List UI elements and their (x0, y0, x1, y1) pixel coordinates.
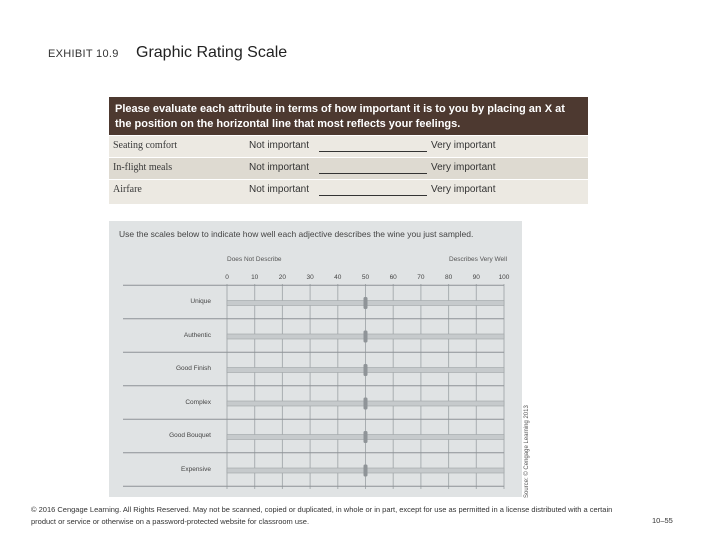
tick-label: 90 (472, 274, 480, 281)
attribute-label: Seating comfort (113, 140, 178, 151)
tick-label: 80 (444, 274, 453, 281)
left-anchor-label: Does Not Describe (227, 256, 282, 263)
importance-row (109, 135, 588, 157)
tick-label: 100 (498, 274, 510, 281)
adjective-label: Authentic (183, 331, 211, 339)
scale-marker[interactable] (364, 398, 368, 410)
wine-instruction: Use the scales below to indicate how well each adjective describes the wine you just sampled. (119, 229, 474, 239)
adjective-label: Good Bouquet (169, 432, 211, 439)
tick-label: 0 (225, 274, 229, 281)
scale-left-anchor: Not important (249, 162, 310, 173)
scale-left-anchor: Not important (249, 184, 310, 195)
adjective-label: Expensive (181, 465, 211, 473)
adjective-label: Unique (190, 298, 211, 305)
tick-label: 60 (389, 274, 397, 281)
tick-label: 70 (417, 274, 425, 281)
scale-right-anchor: Very important (431, 140, 496, 151)
copyright-notice: © 2016 Cengage Learning. All Rights Reserved. May not be scanned, copied or duplicated, in whole or in part, except for use as permitted in a license distributed with a certain product or service or otherwise on a password-protected website for classroom use. (31, 505, 613, 526)
adjective-label: Good Finish (175, 365, 211, 372)
scale-right-anchor: Very important (431, 184, 496, 195)
tick-label: 20 (278, 274, 287, 281)
scale-marker[interactable] (364, 297, 368, 309)
scale-left-anchor: Not important (249, 140, 310, 151)
scale-right-anchor: Very important (431, 162, 496, 173)
page-number: 10–55 (652, 516, 673, 525)
adjective-label: Complex (185, 398, 211, 406)
rating-line[interactable] (319, 173, 427, 174)
scale-marker[interactable] (364, 431, 368, 443)
rating-line[interactable] (319, 151, 427, 152)
importance-scale-panel (109, 97, 588, 204)
scale-marker[interactable] (364, 364, 368, 376)
importance-instruction: Please evaluate each attribute in terms of how important it is to you by placing an X at the position on the horizontal line that most reflects your feelings. (109, 97, 588, 135)
attribute-label: In-flight meals (113, 162, 173, 173)
slide-title: Graphic Rating Scale (136, 44, 288, 61)
tick-label: 50 (361, 274, 370, 281)
image-credit: Source: © Cengage Learning 2013 (524, 405, 530, 498)
scale-marker[interactable] (364, 465, 368, 477)
rating-line[interactable] (319, 195, 427, 196)
tick-label: 10 (251, 274, 259, 281)
attribute-label: Airfare (113, 184, 142, 195)
tick-label: 40 (334, 274, 342, 281)
importance-row (109, 179, 588, 201)
scale-marker[interactable] (364, 331, 368, 343)
wine-scale-panel (109, 221, 522, 497)
right-anchor-label: Describes Very Well (449, 256, 508, 263)
importance-row (109, 157, 588, 179)
tick-label: 30 (306, 274, 314, 281)
exhibit-label: EXHIBIT 10.9 (48, 48, 119, 60)
